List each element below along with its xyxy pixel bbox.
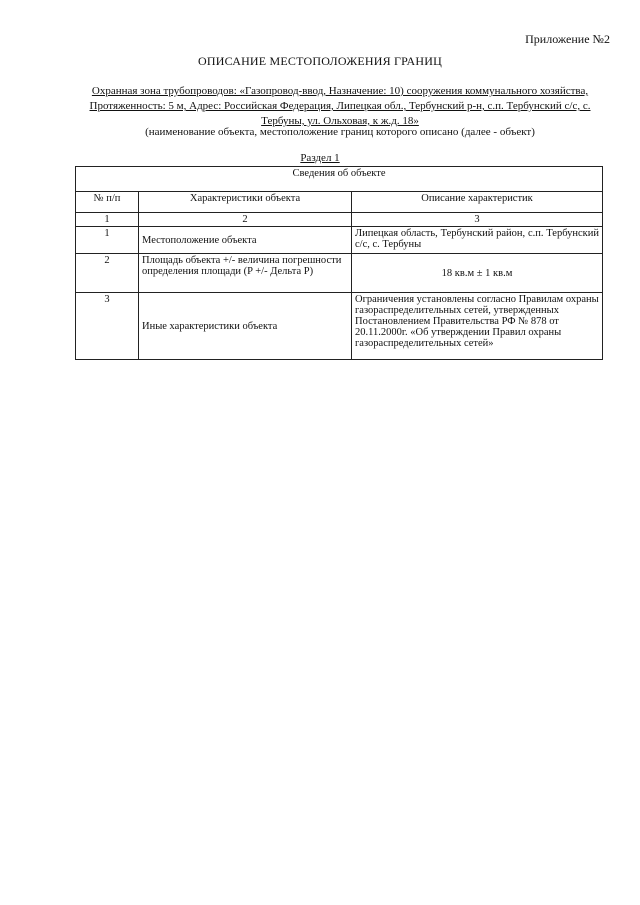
row-description: Липецкая область, Тербунский район, с.п. Тербунский с/с, с. Тербуны bbox=[352, 227, 603, 254]
table-row bbox=[76, 227, 603, 254]
object-info-table bbox=[75, 166, 603, 360]
object-caption: (наименование объекта, местоположение границ которого описано (далее - объект) bbox=[145, 126, 535, 138]
document-title: ОПИСАНИЕ МЕСТОПОЛОЖЕНИЯ ГРАНИЦ bbox=[198, 54, 442, 68]
column-number-3: 3 bbox=[352, 213, 603, 227]
table-row bbox=[76, 293, 603, 360]
table-caption-row bbox=[76, 167, 603, 192]
column-number-1: 1 bbox=[76, 213, 139, 227]
row-number: 1 bbox=[76, 227, 139, 254]
header-description: Описание характеристик bbox=[352, 192, 603, 213]
object-name: Охранная зона трубопроводов: «Газопровод-ввод, Назначение: 10) сооружения коммунального хозяйства, Протяженность: 5 м, Адрес: Российская Федерация, Липецкая обл., Тербунский р-н, с.п. Тербунский с/с, с. Тербуны, ул. Ольховая, к ж.д. 18» bbox=[89, 85, 591, 127]
header-number: № п/п bbox=[76, 192, 139, 213]
row-description: Ограничения установлены согласно Правилам охраны газораспределительных сетей, утвержденных Постановлением Правительства РФ № 878 от 20.11.2000г. «Об утверждении Правил охраны газораспределительных сетей» bbox=[352, 293, 603, 360]
row-number: 3 bbox=[76, 293, 139, 360]
row-description: 18 кв.м ± 1 кв.м bbox=[352, 254, 603, 293]
section-title: Раздел 1 bbox=[300, 152, 340, 164]
table-row bbox=[76, 254, 603, 293]
row-characteristic: Местоположение объекта bbox=[139, 227, 352, 254]
header-characteristic: Характеристики объекта bbox=[139, 192, 352, 213]
row-characteristic: Иные характеристики объекта bbox=[139, 293, 352, 360]
column-numbers-row bbox=[76, 213, 603, 227]
row-characteristic: Площадь объекта +/- величина погрешности определения площади (P +/- Дельта P) bbox=[139, 254, 352, 293]
row-number: 2 bbox=[76, 254, 139, 293]
table-caption: Сведения об объекте bbox=[76, 167, 603, 192]
column-number-2: 2 bbox=[139, 213, 352, 227]
table-header-row bbox=[76, 192, 603, 213]
appendix-label: Приложение №2 bbox=[525, 32, 610, 46]
